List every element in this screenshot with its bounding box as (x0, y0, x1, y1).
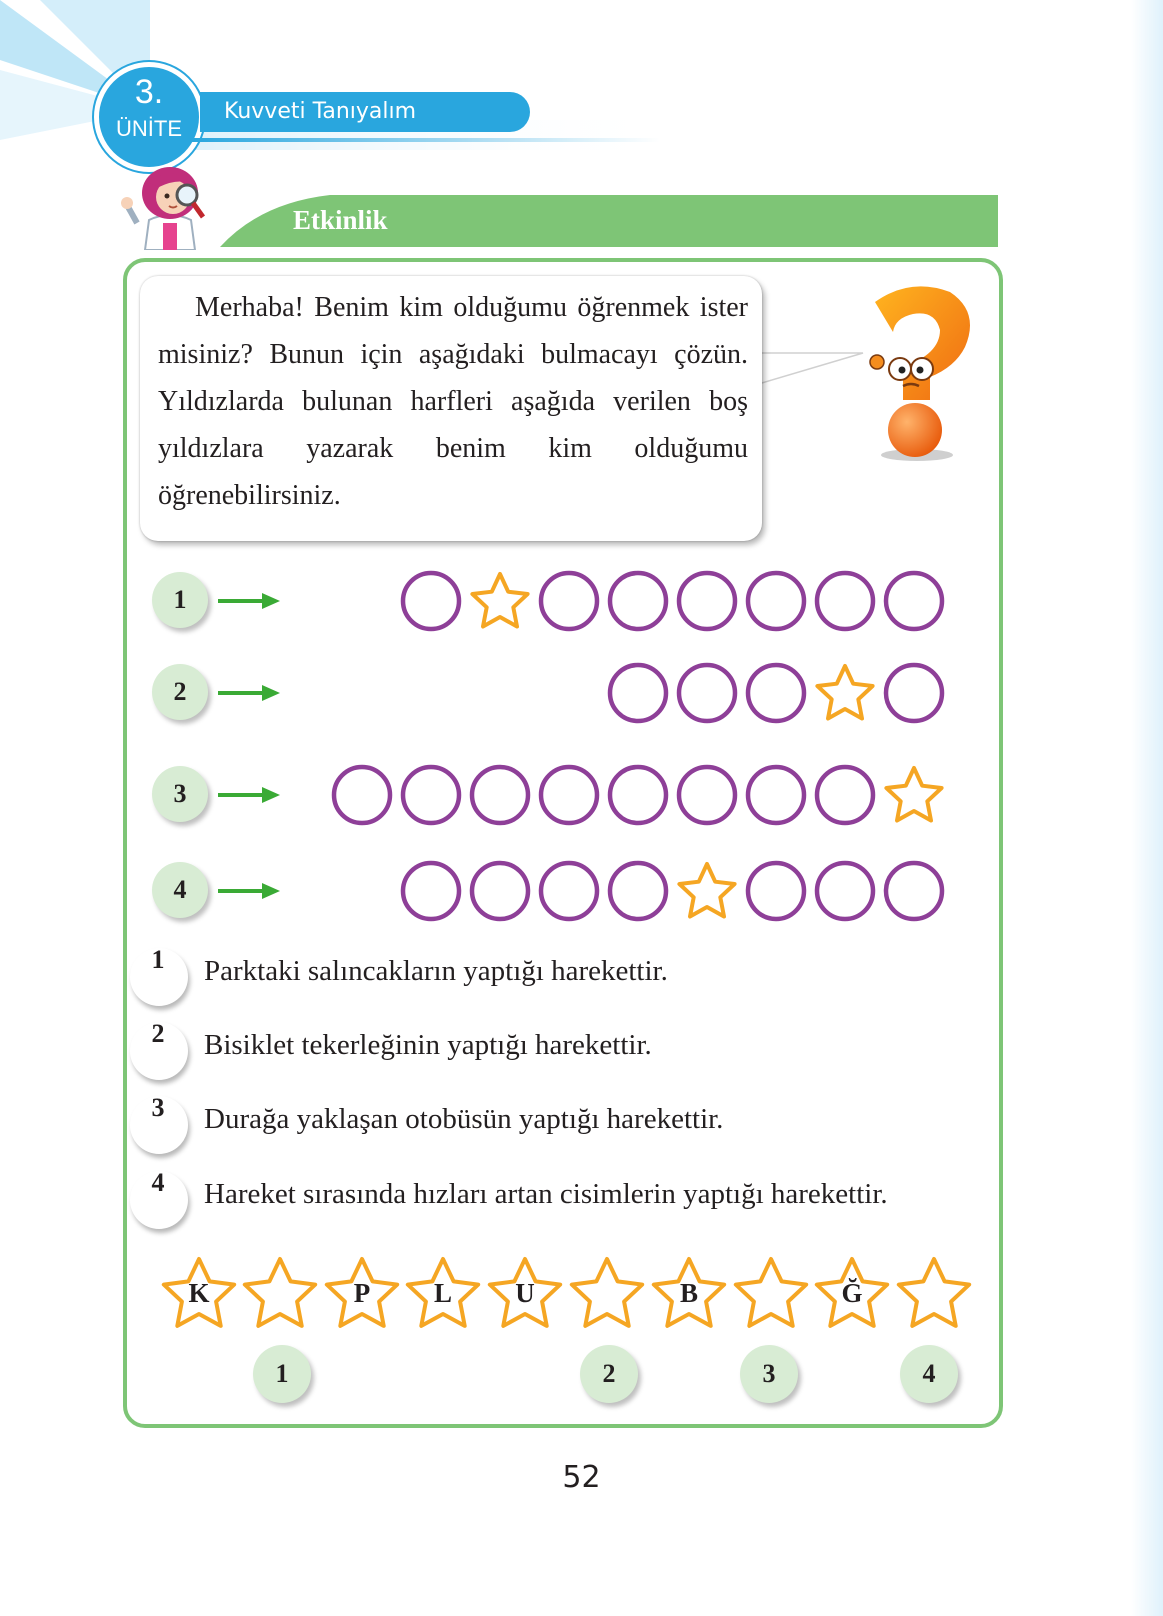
activity-label: Etkinlik (293, 205, 388, 235)
arrow-right-icon (218, 881, 280, 901)
clue-text: Hareket sırasında hızları artan cisimlerin yaptığı harekettir. (204, 1178, 888, 1210)
row-number-badge: 4 (152, 862, 208, 918)
answer-star[interactable] (732, 1256, 810, 1332)
answer-star (323, 1256, 401, 1332)
star-icon (241, 1256, 319, 1332)
puzzle-circle-cell[interactable] (745, 860, 807, 922)
clue-number: 2 (151, 1019, 165, 1048)
answer-star-letter: B (679, 1278, 698, 1308)
answer-star (404, 1256, 482, 1332)
page-edge-decoration (1131, 0, 1163, 1616)
clue-text: Bisiklet tekerleğinin yaptığı harekettir. (204, 1029, 652, 1061)
clue-text: Durağa yaklaşan otobüsün yaptığı harekettir. (204, 1103, 724, 1135)
star-icon (895, 1256, 973, 1332)
puzzle-circle-cell[interactable] (607, 860, 669, 922)
arrow-right-icon (218, 683, 280, 703)
puzzle-star-cell[interactable] (469, 570, 531, 632)
answer-star-letter: U (515, 1278, 535, 1308)
puzzle-circle-cell[interactable] (814, 570, 876, 632)
answer-position-badge: 4 (900, 1345, 958, 1403)
question-mark-character-icon (855, 282, 980, 462)
puzzle-circle-cell[interactable] (745, 570, 807, 632)
puzzle-circle-cell[interactable] (745, 662, 807, 724)
answer-star-letter: P (353, 1278, 371, 1308)
star-icon (732, 1256, 810, 1332)
puzzle-circle-cell[interactable] (676, 764, 738, 826)
clue-badge (130, 1168, 188, 1229)
puzzle-circle-cell[interactable] (814, 764, 876, 826)
speech-bubble-tail (755, 345, 865, 395)
unit-title: Kuvveti Tanıyalım (200, 92, 530, 132)
puzzle-circle-cell[interactable] (607, 764, 669, 826)
puzzle-circle-cell[interactable] (400, 764, 462, 826)
unit-word: ÜNİTE (116, 116, 182, 141)
clue-badge (130, 945, 188, 1006)
answer-star (486, 1256, 564, 1332)
puzzle-circle-cell[interactable] (469, 860, 531, 922)
puzzle-circle-cell[interactable] (538, 860, 600, 922)
clue-badge (130, 1093, 188, 1154)
puzzle-circle-cell[interactable] (814, 860, 876, 922)
answer-star[interactable] (568, 1256, 646, 1332)
answer-star (160, 1256, 238, 1332)
answer-star (813, 1256, 891, 1332)
clue-number: 1 (151, 945, 165, 974)
puzzle-circle-cell[interactable] (607, 570, 669, 632)
puzzle-circle-cell[interactable] (400, 860, 462, 922)
puzzle-circle-cell[interactable] (331, 764, 393, 826)
puzzle-star-cell[interactable] (814, 662, 876, 724)
clue-badge (130, 1019, 188, 1080)
puzzle-circle-cell[interactable] (883, 570, 945, 632)
answer-position-badge: 1 (253, 1345, 311, 1403)
row-number-badge: 1 (152, 572, 208, 628)
clue-number: 4 (151, 1168, 165, 1197)
puzzle-circle-cell[interactable] (538, 764, 600, 826)
clue-text: Parktaki salıncakların yaptığı harekettir. (204, 955, 668, 987)
puzzle-star-cell[interactable] (676, 860, 738, 922)
puzzle-circle-cell[interactable] (883, 662, 945, 724)
answer-star[interactable] (895, 1256, 973, 1332)
puzzle-circle-cell[interactable] (883, 860, 945, 922)
puzzle-star-cell[interactable] (883, 764, 945, 826)
row-number-badge: 3 (152, 766, 208, 822)
puzzle-circle-cell[interactable] (607, 662, 669, 724)
row-number-badge: 2 (152, 664, 208, 720)
answer-star-letter: L (433, 1278, 452, 1308)
answer-star-letter: K (188, 1278, 210, 1308)
page-number: 52 (562, 1460, 601, 1495)
intro-text: Merhaba! Benim kim olduğumu öğrenmek ister misiniz? Bunun için aşağıdaki bulmacayı çözün. Yıldızlarda bulunan harfleri aşağıda verilen boş yıldızlara yazarak benim kim olduğumu öğrenebilirsiniz. (158, 292, 748, 511)
answer-star-letter: Ğ (841, 1278, 863, 1308)
puzzle-circle-cell[interactable] (469, 764, 531, 826)
speech-bubble (140, 276, 762, 541)
unit-number: 3. (134, 73, 164, 111)
puzzle-circle-cell[interactable] (676, 662, 738, 724)
star-icon (568, 1256, 646, 1332)
girl-magnifier-icon (115, 165, 225, 250)
arrow-right-icon (218, 591, 280, 611)
unit-badge (94, 62, 204, 172)
answer-star (650, 1256, 728, 1332)
answer-position-badge: 3 (740, 1345, 798, 1403)
clue-number: 3 (151, 1093, 165, 1122)
answer-position-badge: 2 (580, 1345, 638, 1403)
puzzle-circle-cell[interactable] (538, 570, 600, 632)
arrow-right-icon (218, 785, 280, 805)
puzzle-circle-cell[interactable] (676, 570, 738, 632)
answer-star[interactable] (241, 1256, 319, 1332)
puzzle-circle-cell[interactable] (745, 764, 807, 826)
unit-title-underline (190, 138, 660, 142)
puzzle-circle-cell[interactable] (400, 570, 462, 632)
